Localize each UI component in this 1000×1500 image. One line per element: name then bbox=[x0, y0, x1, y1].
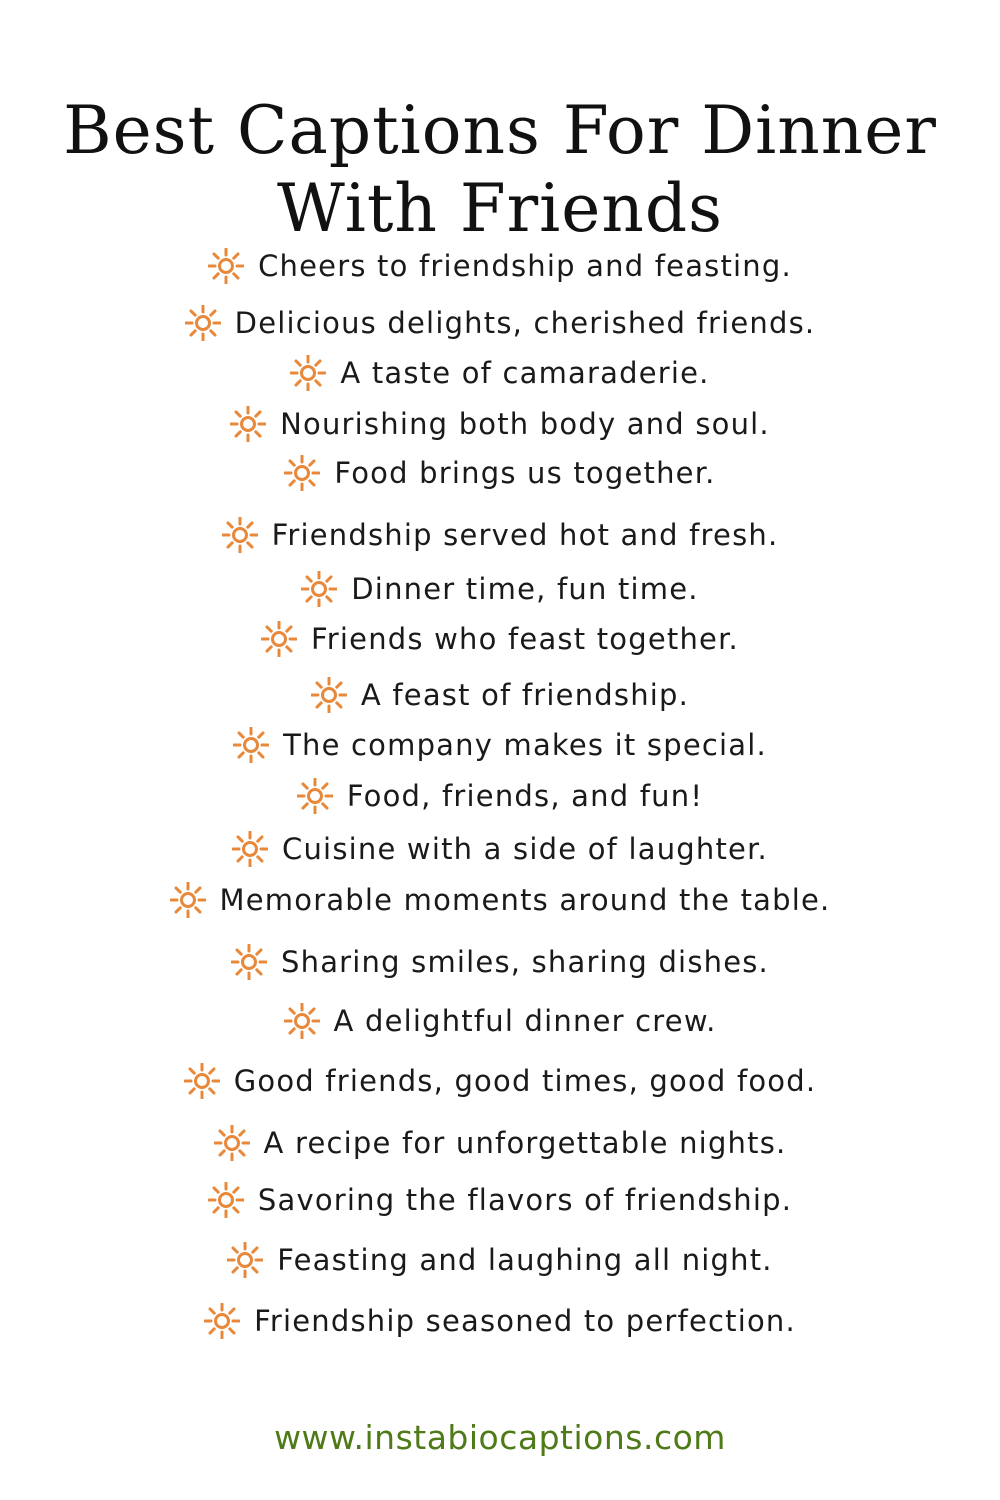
sun-icon bbox=[261, 621, 297, 657]
sun-icon bbox=[204, 1303, 240, 1339]
caption-text: The company makes it special. bbox=[283, 728, 767, 762]
caption-item bbox=[0, 776, 1000, 816]
caption-item bbox=[0, 1123, 1000, 1163]
sun-icon bbox=[208, 1182, 244, 1218]
caption-text: Nourishing both body and soul. bbox=[280, 407, 770, 441]
sun-icon bbox=[284, 1003, 320, 1039]
sun-icon bbox=[227, 1242, 263, 1278]
caption-item bbox=[0, 1301, 1000, 1341]
caption-item bbox=[0, 353, 1000, 393]
caption-item bbox=[0, 942, 1000, 982]
caption-text: Food brings us together. bbox=[334, 456, 716, 490]
sun-icon bbox=[170, 882, 206, 918]
sun-icon bbox=[208, 248, 244, 284]
caption-item bbox=[0, 246, 1000, 286]
caption-item bbox=[0, 1001, 1000, 1041]
caption-text: Dinner time, fun time. bbox=[351, 572, 699, 606]
sun-icon bbox=[230, 406, 266, 442]
sun-icon bbox=[231, 944, 267, 980]
caption-item bbox=[0, 619, 1000, 659]
title-line-1: Best Captions For Dinner bbox=[63, 92, 937, 170]
sun-icon bbox=[297, 778, 333, 814]
sun-icon bbox=[284, 455, 320, 491]
caption-text: A delightful dinner crew. bbox=[333, 1004, 717, 1038]
caption-item bbox=[0, 829, 1000, 869]
sun-icon bbox=[214, 1125, 250, 1161]
caption-text: Sharing smiles, sharing dishes. bbox=[281, 945, 769, 979]
caption-item bbox=[0, 1061, 1000, 1101]
website-url: www.instabiocaptions.com bbox=[274, 1418, 726, 1457]
caption-item bbox=[0, 1180, 1000, 1220]
caption-text: Friendship served hot and fresh. bbox=[271, 518, 779, 552]
title-line-2: With Friends bbox=[277, 170, 723, 248]
caption-item bbox=[0, 1240, 1000, 1280]
sun-icon bbox=[232, 831, 268, 867]
caption-text: A feast of friendship. bbox=[360, 678, 690, 712]
caption-item bbox=[0, 880, 1000, 920]
caption-item bbox=[0, 404, 1000, 444]
caption-item bbox=[0, 515, 1000, 555]
caption-text: Good friends, good times, good food. bbox=[233, 1064, 817, 1098]
sun-icon bbox=[301, 571, 337, 607]
sun-icon bbox=[290, 355, 326, 391]
caption-text: A taste of camaraderie. bbox=[340, 356, 710, 390]
sun-icon bbox=[311, 677, 347, 713]
sun-icon bbox=[184, 1063, 220, 1099]
caption-text: Feasting and laughing all night. bbox=[277, 1243, 773, 1277]
caption-text: Friendship seasoned to perfection. bbox=[254, 1304, 796, 1338]
caption-text: Friends who feast together. bbox=[311, 622, 739, 656]
caption-text: A recipe for unforgettable nights. bbox=[263, 1126, 787, 1160]
caption-item bbox=[0, 303, 1000, 343]
caption-text: Cheers to friendship and feasting. bbox=[258, 249, 792, 283]
caption-item bbox=[0, 675, 1000, 715]
caption-text: Memorable moments around the table. bbox=[219, 883, 831, 917]
sun-icon bbox=[222, 517, 258, 553]
caption-text: Food, friends, and fun! bbox=[346, 779, 704, 813]
sun-icon bbox=[233, 727, 269, 763]
caption-text: Cuisine with a side of laughter. bbox=[282, 832, 768, 866]
caption-item bbox=[0, 569, 1000, 609]
sun-icon bbox=[185, 305, 221, 341]
caption-item bbox=[0, 725, 1000, 765]
caption-text: Delicious delights, cherished friends. bbox=[234, 306, 816, 340]
caption-item bbox=[0, 453, 1000, 493]
caption-text: Savoring the flavors of friendship. bbox=[257, 1183, 793, 1217]
